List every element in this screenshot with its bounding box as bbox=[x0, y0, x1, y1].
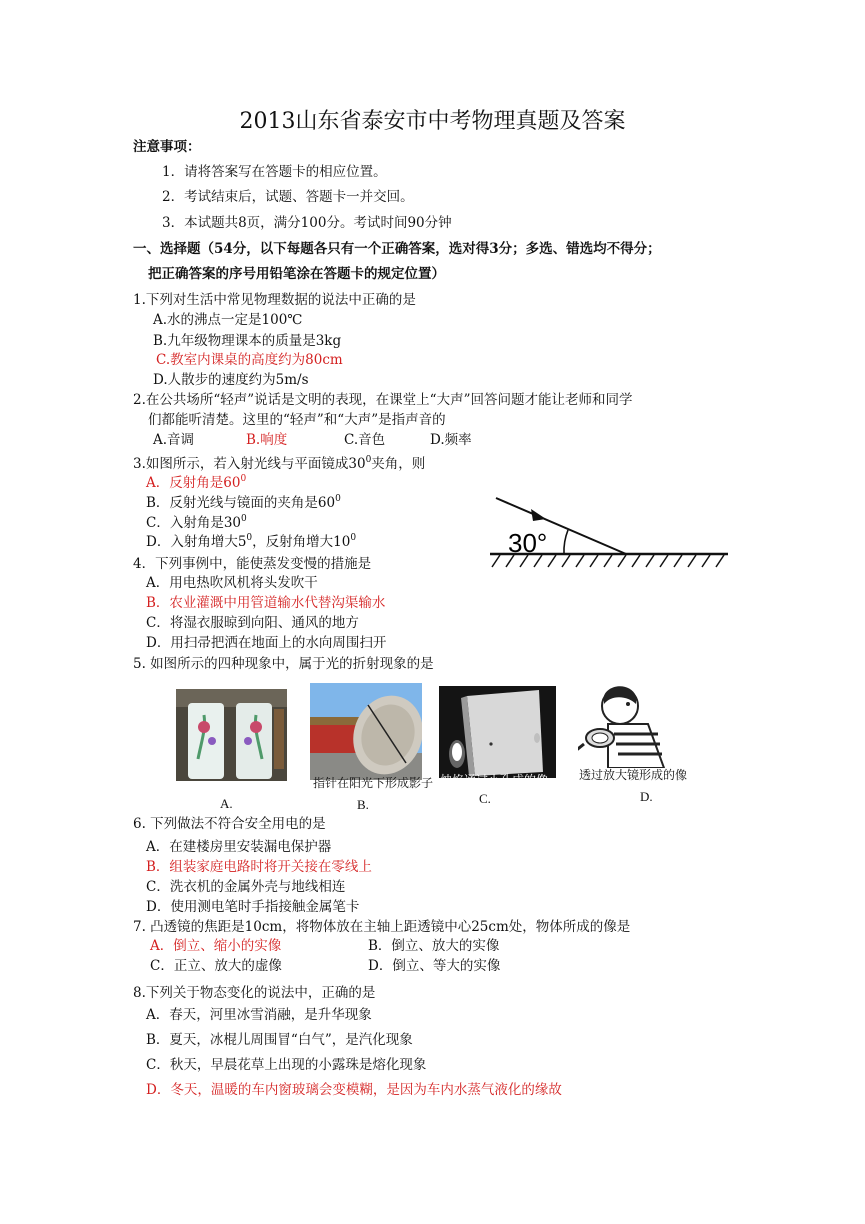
q7-option-b: B．倒立、放大的实像 bbox=[368, 938, 500, 954]
notice-item-3: 3．本试题共8页，满分100分。考试时间90分钟 bbox=[162, 215, 452, 231]
q8-option-d-answer: D．冬天，温暖的车内窗玻璃会变模糊，是因为车内水蒸气液化的缘故 bbox=[146, 1082, 562, 1098]
q8-option-b: B．夏天，冰棍儿周围冒“白气”，是汽化现象 bbox=[146, 1032, 413, 1048]
q1-option-c-answer: C.教室内课桌的高度约为80cm bbox=[156, 352, 343, 368]
q1-option-a: A.水的沸点一定是100℃ bbox=[153, 312, 303, 328]
caption-d: 透过放大镜形成的像 bbox=[579, 768, 688, 782]
label-d: D. bbox=[640, 789, 653, 804]
label-c: C. bbox=[479, 791, 491, 806]
q2-option-d: D.频率 bbox=[430, 432, 472, 448]
caption-b: 指针在阳光下形成影子 bbox=[313, 776, 434, 790]
q6-option-b-answer: B．组装家庭电路时将开关接在零线上 bbox=[146, 859, 372, 875]
sundial-photo bbox=[310, 683, 422, 780]
q8-option-a: A．春天，河里冰雪消融，是升华现象 bbox=[146, 1007, 372, 1023]
notice-item-1: 1．请将答案写在答题卡的相应位置。 bbox=[162, 164, 387, 180]
q4-stem: 4．下列事例中，能使蒸发变慢的措施是 bbox=[133, 556, 372, 572]
angle-arc bbox=[564, 530, 568, 554]
q3-option-d: D．入射角增大$5^0$，反射角增大$10^0$ bbox=[146, 533, 357, 550]
q2-stem-line-2: 们都能听清楚。这里的“轻声”和“大声”是指声音的 bbox=[148, 412, 446, 428]
notice-item-2: 2．考试结束后，试题、答题卡一并交回。 bbox=[162, 189, 414, 205]
q4-option-a: A．用电热吹风机将头发吹干 bbox=[146, 575, 318, 591]
q8-stem: 8.下列关于物态变化的说法中，正确的是 bbox=[133, 985, 376, 1001]
q4-option-d: D．用扫帚把洒在地面上的水向周围扫开 bbox=[146, 635, 387, 651]
q2-stem-line-1: 2.在公共场所“轻声”说话是文明的表现，在课堂上“大声”回答问题才能让老师和同学 bbox=[133, 392, 633, 408]
q6-option-a: A．在建楼房里安装漏电保护器 bbox=[146, 839, 332, 855]
q3-stem: 3.如图所示，若入射光线与平面镜成$30^0$夹角，则 bbox=[133, 455, 426, 472]
q4-option-c: C．将湿衣服晾到向阳、通风的地方 bbox=[146, 615, 359, 631]
q3-option-b: B．反射光线与镜面的夹角是$60^0$ bbox=[146, 494, 341, 511]
page-title: 2013山东省泰安市中考物理真题及答案 bbox=[239, 109, 626, 134]
q2-option-b-answer: B.响度 bbox=[246, 432, 288, 448]
q6-stem: 6. 下列做法不符合安全用电的是 bbox=[133, 816, 326, 832]
q1-option-b: B.九年级物理课本的质量是3kg bbox=[153, 333, 342, 349]
magnifier-cartoon bbox=[578, 680, 688, 768]
q3-option-c: C．入射角是$30^0$ bbox=[146, 514, 247, 531]
q7-option-c: C．正立、放大的虚像 bbox=[150, 958, 282, 974]
q7-stem: 7. 凸透镜的焦距是10cm，将物体放在主轴上距透镜中心25cm处，物体所成的像是 bbox=[133, 919, 631, 935]
q5-stem: 5. 如图所示的四种现象中，属于光的折射现象的是 bbox=[133, 656, 434, 672]
mirror-reflection-figure bbox=[488, 492, 730, 574]
q7-option-d: D．倒立、等大的实像 bbox=[368, 958, 501, 974]
candle-pinhole-photo bbox=[439, 686, 556, 778]
q1-option-d: D.人散步的速度约为5m/s bbox=[153, 372, 309, 388]
q2-option-c: C.音色 bbox=[344, 432, 386, 448]
mirror-hatching bbox=[492, 555, 724, 567]
notice-heading: 注意事项： bbox=[133, 139, 201, 155]
q2-option-a: A.音调 bbox=[153, 432, 195, 448]
caption-c: 烛焰通过小孔成的像 bbox=[440, 773, 549, 787]
label-a: A. bbox=[220, 796, 233, 811]
q8-option-c: C．秋天，早晨花草上出现的小露珠是熔化现象 bbox=[146, 1057, 427, 1073]
q4-option-b-answer: B．农业灌溉中用管道输水代替沟渠输水 bbox=[146, 595, 386, 611]
vase-mirror-photo bbox=[176, 689, 287, 781]
q6-option-c: C．洗衣机的金属外壳与地线相连 bbox=[146, 879, 346, 895]
q6-option-d: D．使用测电笔时手指接触金属笔卡 bbox=[146, 899, 360, 915]
q7-option-a-answer: A．倒立、缩小的实像 bbox=[150, 938, 282, 954]
q1-stem: 1.下列对生活中常见物理数据的说法中正确的是 bbox=[133, 292, 416, 308]
label-b: B. bbox=[357, 797, 369, 812]
q3-option-a-answer: A．反射角是$60^0$ bbox=[146, 474, 247, 491]
section-heading-line-2: 把正确答案的序号用铅笔涂在答题卡的规定位置） bbox=[148, 266, 445, 282]
ray-arrow bbox=[531, 509, 546, 521]
section-heading-line-1: 一、选择题（54分，以下每题各只有一个正确答案，选对得3分；多选、错选均不得分； bbox=[133, 241, 661, 257]
angle-label: 30° bbox=[508, 528, 548, 558]
